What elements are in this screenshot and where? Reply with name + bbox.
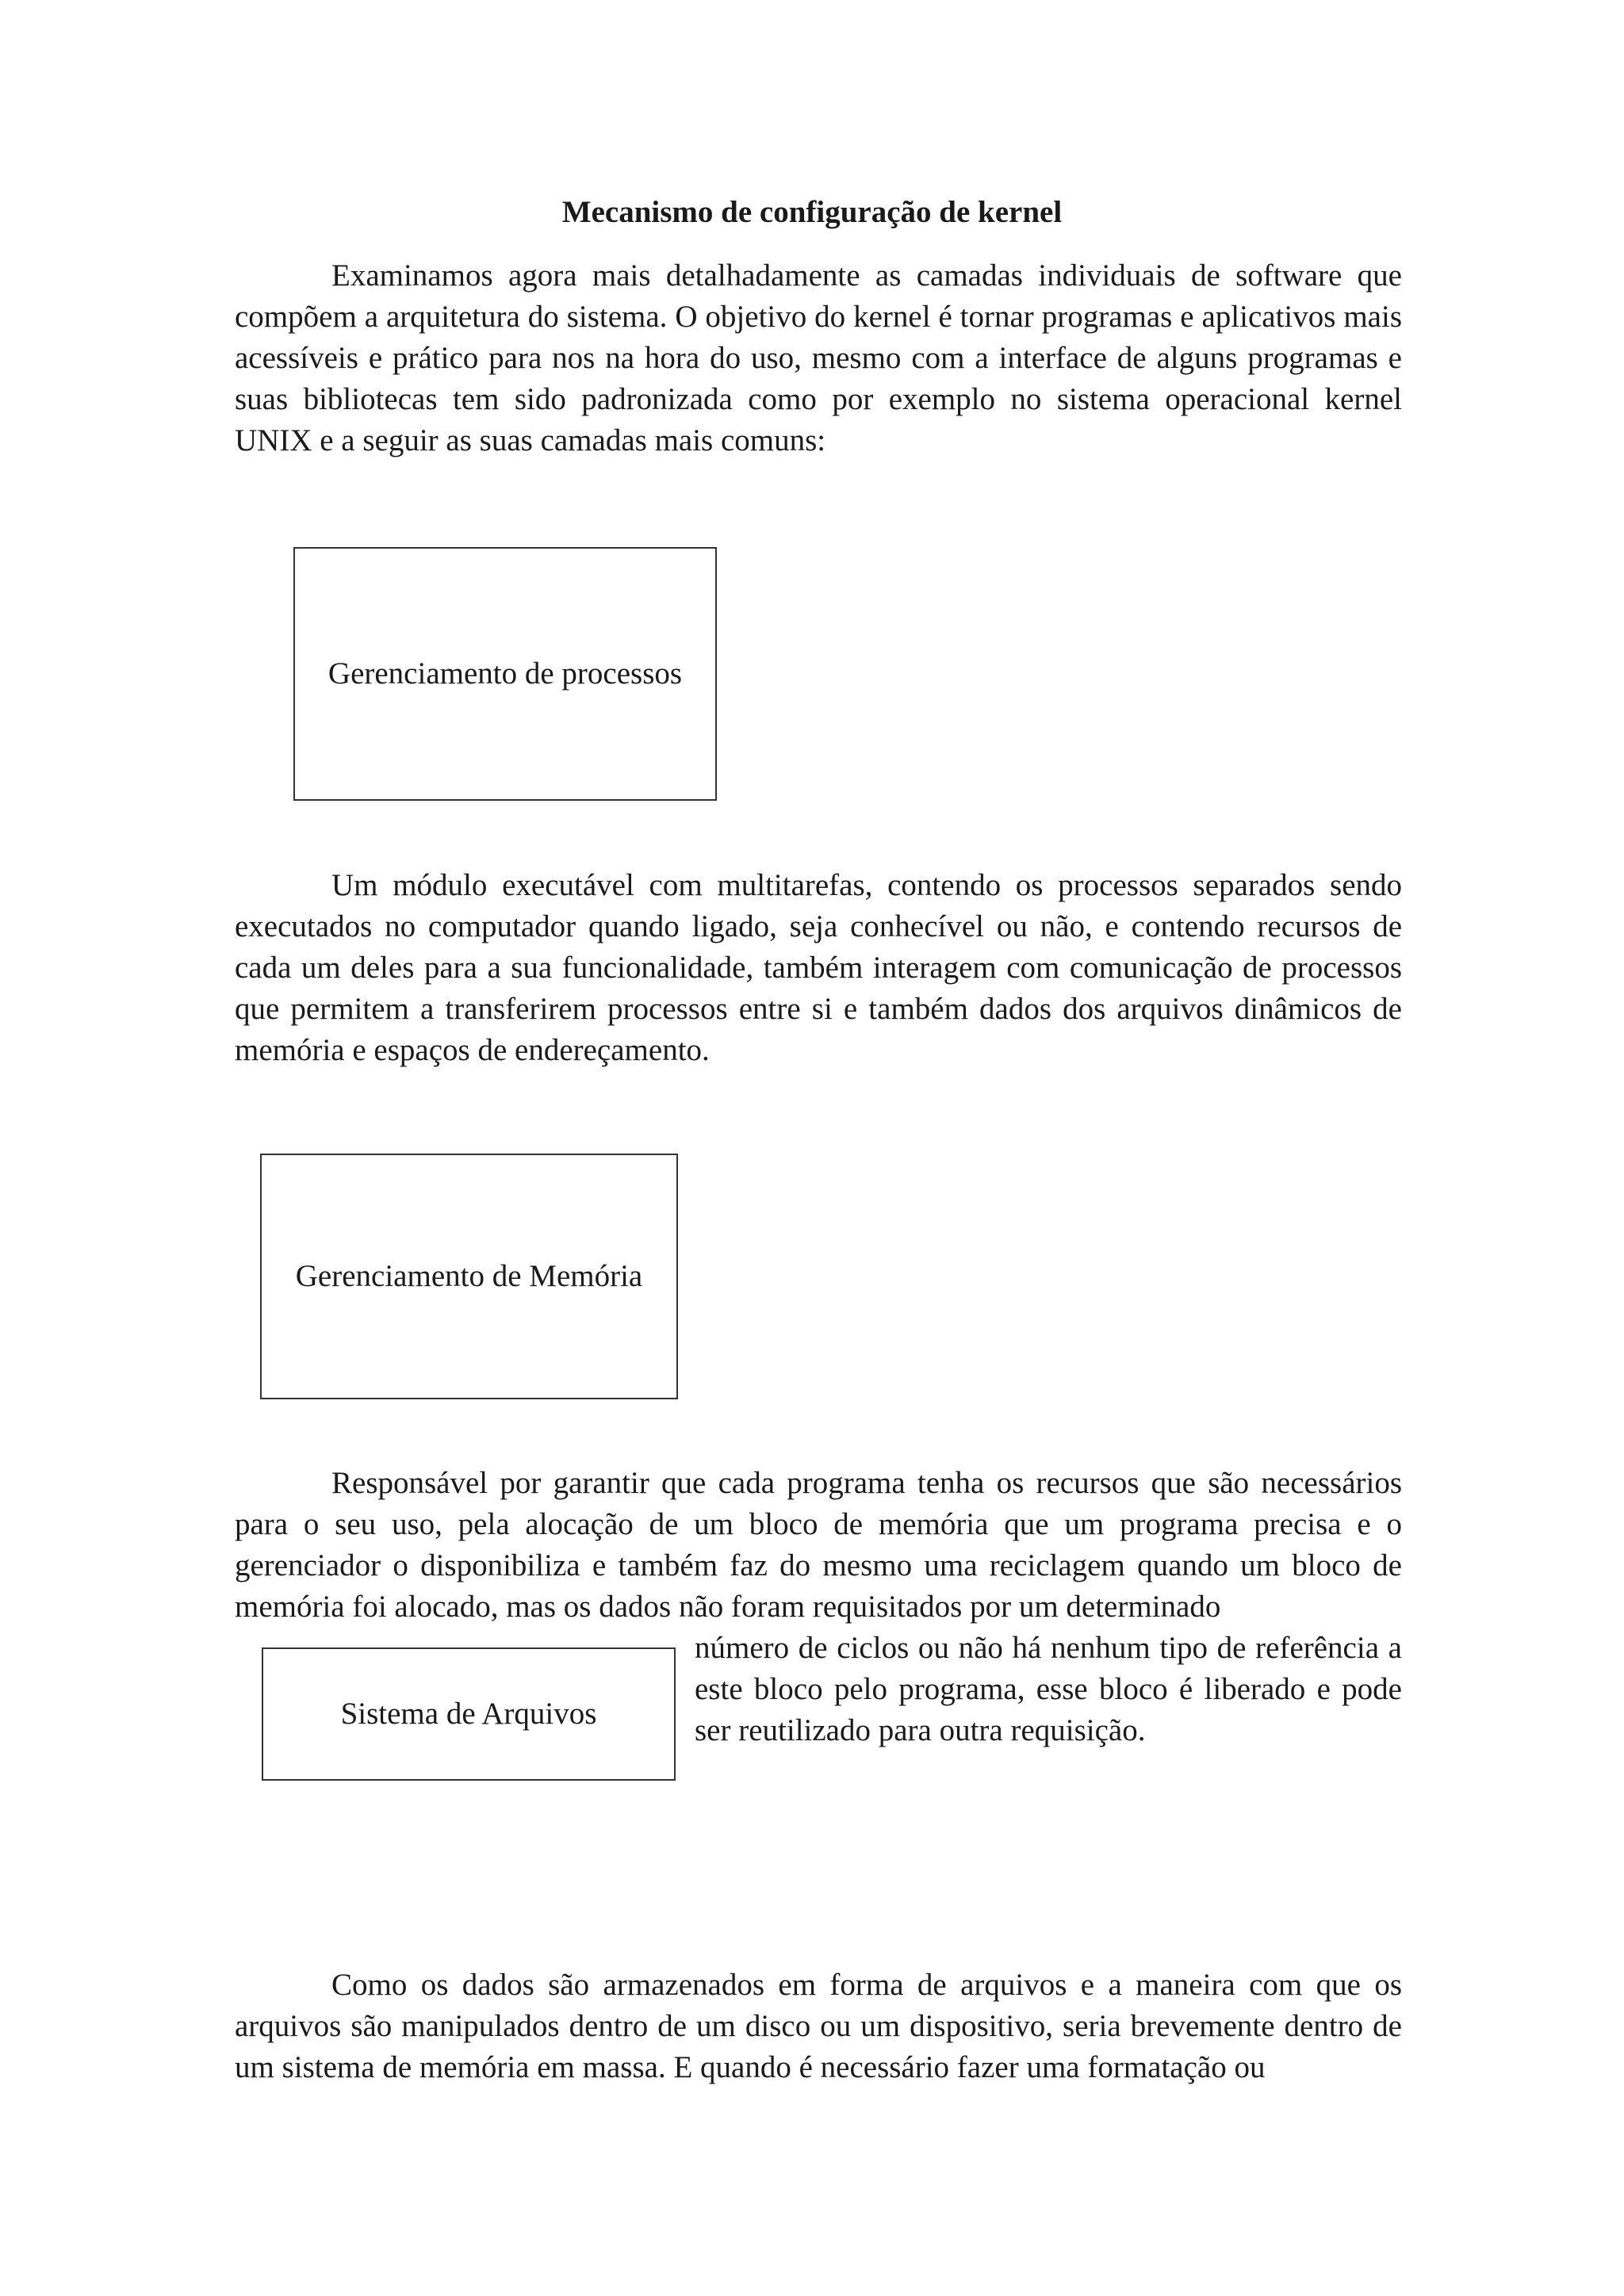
process-management-label: Gerenciamento de processos: [327, 656, 683, 691]
page-title: Mecanismo de configuração de kernel: [561, 195, 1063, 229]
memory-management-paragraph: Responsável por garantir que cada programa tenha os recursos que são necessários para o seu uso, pela alocação de um bloco de memória que um programa precisa e o gerenciador o disponibiliza e também faz do mesmo uma reciclagem quando um bloco de memória foi alocado, mas os dados não foram requisitados por um determinado: [235, 1466, 1402, 1624]
process-management-box: [293, 547, 717, 801]
memory-management-box: [260, 1154, 678, 1399]
file-system-paragraph: Como os dados são armazenados em forma de arquivos e a maneira com que os arquivos são manipulados dentro de um disco ou um dispositivo, seria brevemente dentro de um sistema de memória em massa. E quando é necessário fazer uma formatação ou: [235, 1968, 1402, 2084]
process-management-paragraph: Um módulo executável com multitarefas, contendo os processos separados sendo executados no computador quando ligado, seja conhecível ou não, e contendo recursos de cada um deles para a sua funcionalidade, também interagem com comunicação de processos que permitem a transferirem processos entre si e também dados dos arquivos dinâmicos de memória e espaços de endereçamento.: [235, 868, 1402, 1067]
intro-paragraph: Examinamos agora mais detalhadamente as camadas individuais de software que compõem a arquitetura do sistema. O objetivo do kernel é tornar programas e aplicativos mais acessíveis e prático para nos na hora do uso, mesmo com a interface de alguns programas e suas bibliotecas tem sido padronizada como por exemplo no sistema operacional kernel UNIX e a seguir as suas camadas mais comuns:: [235, 258, 1402, 457]
memory-management-paragraph-continued: número de ciclos ou não há nenhum tipo de referência a este bloco pelo programa, esse bloco é liberado e pode ser reutilizado para outra requisição.: [695, 1631, 1402, 1747]
file-system-box: [262, 1647, 676, 1781]
file-system-label: Sistema de Arquivos: [340, 1697, 597, 1731]
memory-management-label: Gerenciamento de Memória: [295, 1259, 643, 1293]
